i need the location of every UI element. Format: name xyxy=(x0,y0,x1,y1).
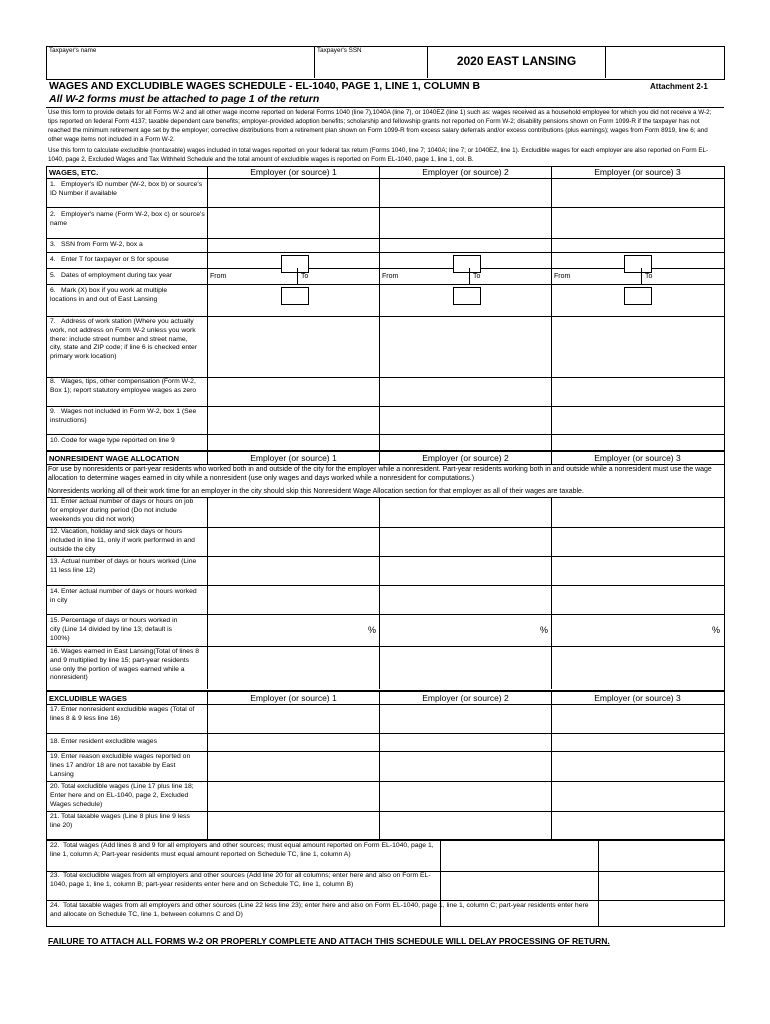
from-label-1: From xyxy=(210,273,227,280)
taxpayer-ssn-field[interactable] xyxy=(315,56,426,77)
instructions-text-2: Use this form to calculate excludible (nontaxable) wages included in total wages reported on your federal tax return (Forms 1040, line 7; 1040A; line 7; or 1040EZ, line 1). Excludible wages for each employer are also reported on Form EL-1040, page 2, Excluded Wages and Tax Withheld Schedule and the total amount of excludible wages is reported on Form EL-1040, page 1, line 1, col. B. xyxy=(48,147,709,163)
attachment-label: Attachment 2-1 xyxy=(650,82,708,91)
col-header-3: Employer (or source) 3 xyxy=(594,167,681,177)
row-2-label: 2. Employer's name (Form W-2, box c) or source's name xyxy=(50,211,205,227)
row-9-label: 9. Wages not included in Form W-2, box 1 (See instructions) xyxy=(50,408,197,424)
col-header-1: Employer (or source) 1 xyxy=(250,167,337,177)
row-22-label: 22. Total wages (Add lines 8 and 9 for all employers and other sources; must equal amount reported on Form EL-1040, page 1, line 1, column A; Part-year residents must equal amount reported on Schedule TC, line 1, column A) xyxy=(50,842,434,858)
total-wages-field[interactable] xyxy=(600,841,722,870)
row-20-label: 20. Total excludible wages (Line 17 plus line 18; Enter here and on EL-1040, page 2, Excluded Wages schedule) xyxy=(50,783,194,808)
taxpayer-spouse-box-2[interactable] xyxy=(453,255,481,273)
nonresident-instructions-2: Nonresidents working all of their work time for an employer in the city should skip this Nonresident Wage Allocation section for that employer as all of their wages are taxable. xyxy=(48,488,584,495)
taxpayer-name-label: Taxpayer's name xyxy=(49,47,97,54)
footer-warning: FAILURE TO ATTACH ALL FORMS W-2 OR PROPERLY COMPLETE AND ATTACH THIS SCHEDULE WILL DELAY PROCESSING OF RETURN. xyxy=(48,936,610,946)
row-7-label: 7. Address of work station (Where you actually work, not address on Form W-2 unless you work there: include street number and street name, city, state and ZIP code; if line 6 is checked enter primary work location) xyxy=(50,318,198,361)
row-21-label: 21. Total taxable wages (Line 8 plus line 9 less line 20) xyxy=(50,813,190,829)
row-6-label: 6. Mark (X) box if you work at multiple locations in and out of East Lansing xyxy=(50,287,168,303)
schedule-title: WAGES AND EXCLUDIBLE WAGES SCHEDULE - EL-1040, PAGE 1, LINE 1, COLUMN B xyxy=(49,80,481,92)
row-18-label: 18. Enter resident excludible wages xyxy=(50,738,157,745)
multiple-locations-checkbox-2[interactable] xyxy=(453,287,481,305)
excludible-heading: EXCLUDIBLE WAGES xyxy=(49,694,127,703)
from-label-3: From xyxy=(554,273,571,280)
nr-col-header-2: Employer (or source) 2 xyxy=(422,453,509,463)
schedule-subtitle: All W-2 forms must be attached to page 1 of the return xyxy=(49,93,320,105)
total-excludible-field[interactable] xyxy=(600,872,722,899)
percent-symbol-1: % xyxy=(368,625,377,635)
to-label-2: To xyxy=(473,273,481,280)
taxpayer-name-field[interactable] xyxy=(47,56,313,77)
percent-symbol-3: % xyxy=(712,625,721,635)
wages-heading: WAGES, ETC. xyxy=(49,168,99,177)
form-year-title: 2020 EAST LANSING xyxy=(456,54,577,68)
row-16-label: 16. Wages earned in East Lansing(Total of lines 8 and 9 multiplied by line 15; part-year residents use only the portion of wages earned while a nonresident) xyxy=(50,648,200,682)
taxpayer-spouse-box-3[interactable] xyxy=(624,255,652,273)
multiple-locations-checkbox-3[interactable] xyxy=(624,287,652,305)
nonresident-instructions-1: For use by nonresidents or part-year residents who worked both in and outside of the city for the employer while a nonresident. Part-year residents working both in and outside while a nonresident must use the wage allocation to determine wages earned in city while a nonresident (use only wages and days worked while a nonresident for computations.) xyxy=(48,466,712,482)
from-label-2: From xyxy=(382,273,399,280)
ex-col-header-2: Employer (or source) 2 xyxy=(422,693,509,703)
row-24-label: 24. Total taxable wages from all employers and other sources (Line 22 less line 23); enter here and also on Form EL-1040, page 1, line 1, column C; part-year residents enter here and allocate on Schedule TC, line 1, between columns C and D) xyxy=(50,902,589,918)
row-4-label: 4. Enter T for taxpayer or S for spouse xyxy=(50,256,169,263)
to-label-1: To xyxy=(301,273,309,280)
row-3-label: 3. SSN from Form W-2, box a xyxy=(50,241,143,248)
ex-col-header-1: Employer (or source) 1 xyxy=(250,693,337,703)
row-23-label: 23. Total excludible wages from all employers and other sources (Add line 20 for all columns; enter here and also on Form EL-1040, page 1, line 1, column B; part-year residents enter here and on Schedule TC, line 1, column B) xyxy=(50,872,431,888)
row-8-label: 8. Wages, tips, other compensation (Form W-2, Box 1); report statutory employee wages as zero xyxy=(50,378,197,394)
row-13-label: 13. Actual number of days or hours worked (Line 11 less line 12) xyxy=(50,558,197,574)
multiple-locations-checkbox-1[interactable] xyxy=(281,287,309,305)
row-15-label: 15. Percentage of days or hours worked in city (Line 14 divided by line 13; default is 100%) xyxy=(50,617,178,642)
taxpayer-ssn-label: Taxpayer's SSN xyxy=(317,47,362,54)
nr-col-header-1: Employer (or source) 1 xyxy=(250,453,337,463)
taxpayer-spouse-box-1[interactable] xyxy=(281,255,309,273)
nr-col-header-3: Employer (or source) 3 xyxy=(594,453,681,463)
row-14-label: 14. Enter actual number of days or hours worked in city xyxy=(50,588,197,604)
row-19-label: 19. Enter reason excludible wages reported on lines 17 and/or 18 are not taxable by East Lansing xyxy=(50,753,191,778)
row-12-label: 12. Vacation, holiday and sick days or hours included in line 11, only if work performed in and outside the city xyxy=(50,528,195,553)
total-taxable-field[interactable] xyxy=(600,901,722,925)
ex-col-header-3: Employer (or source) 3 xyxy=(594,693,681,703)
nonresident-heading: NONRESIDENT WAGE ALLOCATION xyxy=(49,454,179,463)
to-label-3: To xyxy=(645,273,653,280)
row-5-label: 5. Dates of employment during tax year xyxy=(50,272,173,279)
row-1-label: 1. Employer's ID number (W-2, box b) or source's ID Number if available xyxy=(50,181,203,197)
percent-symbol-2: % xyxy=(540,625,549,635)
row-11-label: 11. Enter actual number of days or hours on job for employer during period (Do not include weekends you did not work) xyxy=(50,498,194,523)
row-10-label: 10. Code for wage type reported on line 9 xyxy=(50,437,175,444)
instructions-text-1: Use this form to provide details for all Forms W-2 and all other wage income reported on federal Forms 1040 (line 7),1040A (line 7), or 1040EZ (line 1) such as: wages received as a household employee for which you did not receive a W-2; tips reported on federal Form 4137; taxable dependent care benefits; employer-provided adoption benefits; scholarship and fellowship grants not reported on Form W-2; disability pensions shown on Form 1099-R if the taxpayer has not reached the minimum retirement age set by the employer; corrective distributions from a retirement plan shown on Form 1099-R from excess salary deferrals and/or excess contributions (plus earnings); wages from Form 8919, line 6; and other wage items not included in a Form W-2. xyxy=(48,109,712,143)
row-17-label: 17. Enter nonresident excludible wages (Total of lines 8 & 9 less line 16) xyxy=(50,706,195,722)
col-header-2: Employer (or source) 2 xyxy=(422,167,509,177)
